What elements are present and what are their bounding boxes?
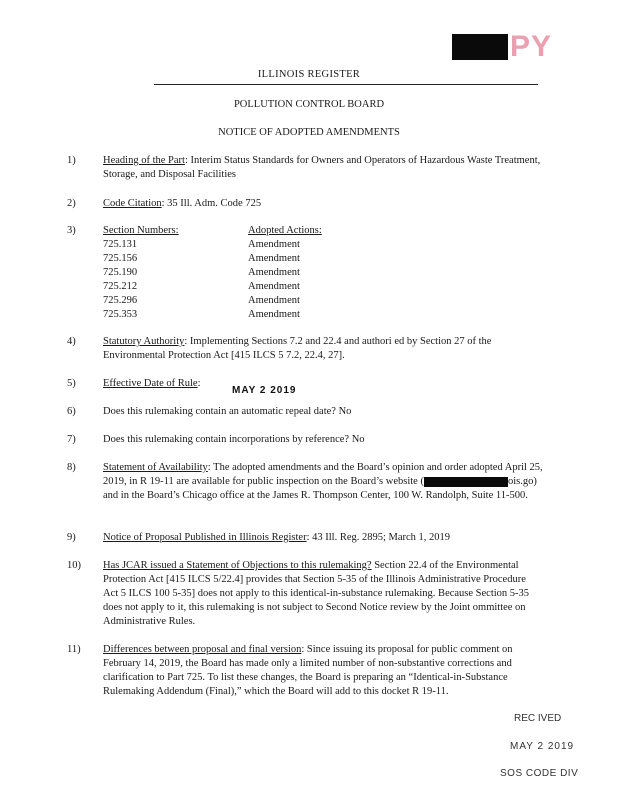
item-text: : Interim Status Standards for Owners and Operators of Hazardous Waste Treatment, Storage, and Disposal Facilities [103,155,541,180]
adopted-action: Amendment [248,267,300,278]
redaction-block [424,477,508,487]
section-numbers-header: Section Numbers: [103,225,179,236]
item-effective-date [103,377,543,391]
item-text: : The adopted amendments and the Board’s opinion and order adopted April 25, 2019, in R 19-11 are available for public inspection on the Board’s website ( [103,462,543,487]
received-stamp-date: MAY 2 2019 [510,741,575,752]
copy-stamp-text: PY [510,30,553,63]
item-number: 1) [67,155,76,166]
item-text: : 43 Ill. Reg. 2895; March 1, 2019 [306,532,451,543]
item-label: Statutory Authority [103,336,185,347]
register-title: ILLINOIS REGISTER [257,69,361,80]
item-notice-of-proposal [103,531,543,545]
item-number: 8) [67,462,76,473]
effective-date-stamp: MAY 2 2019 [232,385,297,396]
copy-stamp [452,30,562,64]
item-number: 9) [67,532,76,543]
item-number: 6) [67,406,76,417]
adopted-action: Amendment [248,253,300,264]
item-differences [103,643,543,699]
adopted-action: Amendment [248,281,300,292]
board-name: POLLUTION CONTROL BOARD [233,99,385,110]
section-number: 725.156 [103,253,138,264]
item-text: : Since issuing its proposal for public comment on February 14, 2019, the Board has made only a limited number of non-substantive corrections and clarification to Part 725. To list these changes, the Board is preparing an “Identical-in-Substance Rulemaking Addendum (Final),” which the Board will add to this docket R 19-11. [103,644,513,697]
redaction-block [452,34,508,60]
item-code-citation [103,197,543,211]
item-label: Has JCAR issued a Statement of Objections to this rulemaking? [103,560,372,571]
section-number: 725.131 [103,239,138,250]
notice-title: NOTICE OF ADOPTED AMENDMENTS [218,127,400,138]
item-number: 2) [67,198,76,209]
item-number: 3) [67,225,76,236]
item-heading-of-part [103,154,543,182]
item-statutory-authority [103,335,543,363]
adopted-action: Amendment [248,239,300,250]
item-number: 11) [67,644,81,655]
received-stamp-office: SOS CODE DIV [500,768,579,779]
item-number: 5) [67,378,76,389]
item-text: ) and in the Board’s Chicago office at the James R. Thompson Center, 100 W. Randolph, Suite 11-500. [103,476,537,501]
item-text: : 35 Ill. Adm. Code 725 [161,198,262,209]
item-label: Heading of the Part [103,155,185,166]
header-divider [154,84,538,85]
item-label: Differences between proposal and final version [103,644,302,655]
adopted-actions-header: Adopted Actions: [248,225,322,236]
item-text: : Implementing Sections 7.2 and 22.4 and authori ed by Section 27 of the Environmental Protection Act [415 ILCS 5 7.2, 22.4, 27]. [103,336,492,361]
item-label: Statement of Availability [103,462,208,473]
adopted-action: Amendment [248,295,300,306]
section-number: 725.353 [103,309,138,320]
item-number: 7) [67,434,76,445]
section-number: 725.296 [103,295,138,306]
item-text: Section 22.4 of the Environmental Protection Act [415 ILCS 5/22.4] provides that Section 5-35 of the Illinois Administrative Procedure Act 5 ILCS 100 5-35] does not apply to this identical-in-substance rulemaking. Because Section 5-35 does not apply to it, this rulemaking is not subject to Second Notice review by the Joint ommittee on Administrative Rules. [103,560,530,627]
adopted-action: Amendment [248,309,300,320]
section-number: 725.212 [103,281,138,292]
item-text: : [197,378,201,389]
redacted-fragment: ois.go [507,476,534,487]
item-label: Notice of Proposal Published in Illinois Register [103,532,307,543]
item-label: Code Citation [103,198,162,209]
section-number: 725.190 [103,267,138,278]
item-number: 10) [67,560,81,571]
item-jcar-objections [103,559,543,629]
item-label: Effective Date of Rule [103,378,198,389]
item-number: 4) [67,336,76,347]
received-stamp-line1: REC IVED [514,713,562,724]
item-automatic-repeal: Does this rulemaking contain an automatic repeal date? No [103,406,352,417]
item-incorporations: Does this rulemaking contain incorporations by reference? No [103,434,365,445]
item-statement-availability [103,461,543,503]
